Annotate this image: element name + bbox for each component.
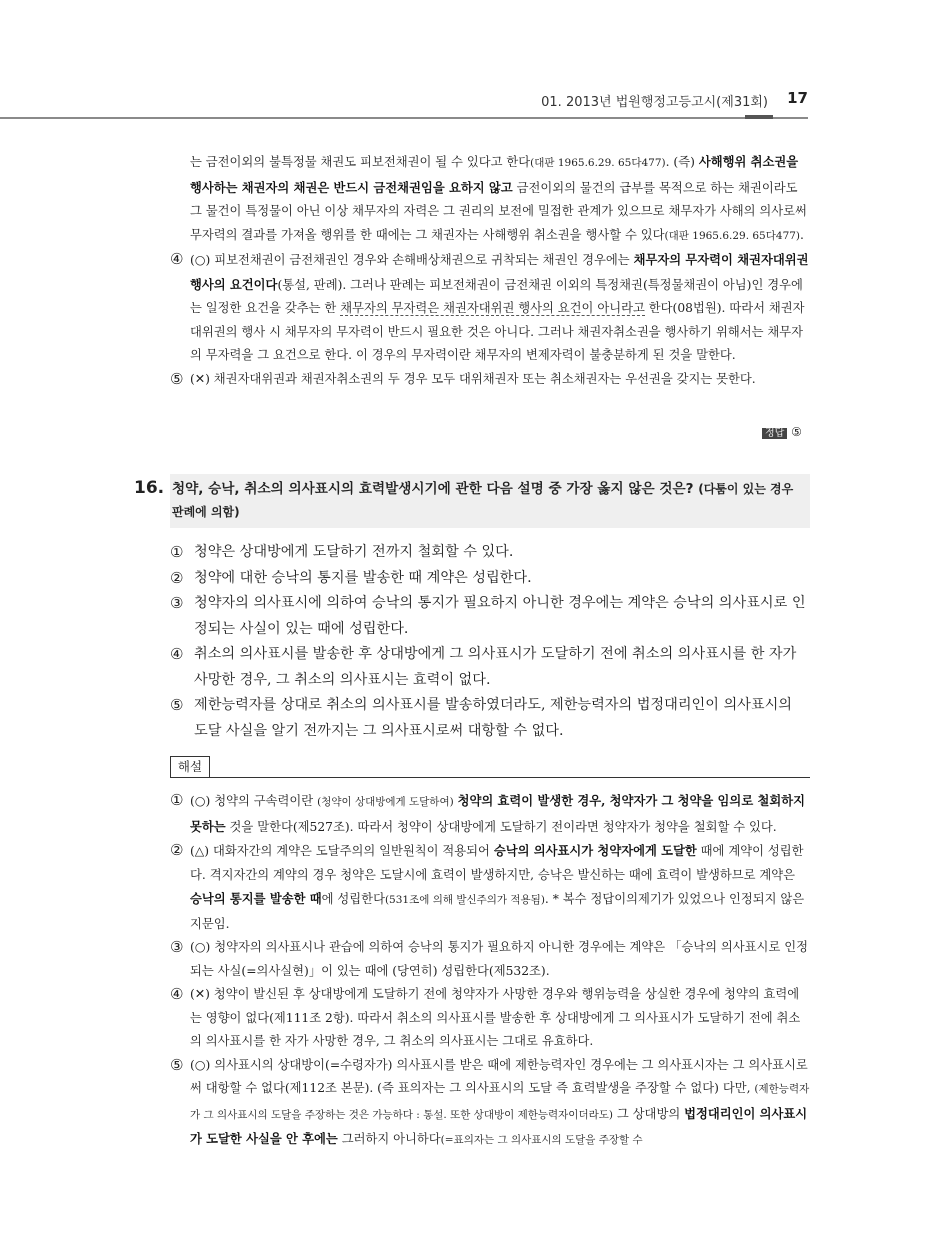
item-marker: ⑤ bbox=[170, 369, 184, 388]
item-marker: ④ bbox=[170, 985, 184, 1003]
citation-text: (청약이 상대방에게 도달하여) bbox=[317, 796, 454, 808]
text-run: (△) 대화자간의 계약은 도달주의의 일반원칙이 적용되어 bbox=[190, 844, 494, 858]
option-text: 청약은 상대방에게 도달하기 전까지 철회할 수 있다. bbox=[194, 544, 514, 560]
text-run: (○) 의사표시의 상대방이(=수령자가) 의사표시를 받은 때에 제한능력자인 경우에는 그 의사표시자는 그 의사표시로써 대항할 수 없다(제112조 본문). (즉 표의자는 그 의사표시의 도달 즉 효력발생을 주장할 수 없다) 다만, bbox=[190, 1057, 808, 1095]
text-run: . * 복수 정답이의제기가 있었으나 인정되지 않은 지문임. bbox=[190, 892, 805, 931]
text-run: 는 금전이외의 불특정물 채권도 피보전채권이 될 수 있다고 한다 bbox=[190, 155, 531, 169]
item-marker: ④ bbox=[170, 250, 184, 268]
item-marker: ③ bbox=[170, 938, 184, 956]
citation-text: (=표의자는 그 의사표시의 도달을 주장할 수 bbox=[440, 1134, 643, 1146]
previous-explanation-items bbox=[170, 248, 810, 391]
answer-option bbox=[170, 591, 810, 642]
question-stem: 청약, 승낙, 취소의 의사표시의 효력발생시기에 관한 다음 설명 중 가장 옳지 않은 것은? bbox=[172, 481, 694, 497]
answer-tag: 정답 bbox=[762, 428, 787, 439]
citation-text: (531조에 의해 발신주의가 적용됨) bbox=[384, 894, 545, 906]
text-run: (통설, 판례). 그러나 판례는 피보전채권이 금전채권 이외의 특정채권(특정물채권이 아님)인 경우에는 일정한 요건을 갖추는 한 bbox=[190, 277, 803, 315]
page-number: 17 bbox=[787, 89, 808, 107]
explanation-item bbox=[170, 936, 810, 983]
explanation-item bbox=[170, 248, 810, 368]
answer-option bbox=[170, 540, 810, 566]
text-run: (○) 피보전채권이 금전채권인 경우와 손해배상채권으로 귀착되는 채권인 경우에는 bbox=[190, 253, 634, 267]
text-run: 에 성립한다 bbox=[321, 892, 385, 906]
bold-text: 청약의 효력이 발생한 경우, 청약자가 그 청약을 임의로 철회하지 못하는 bbox=[190, 793, 805, 834]
explanation-items bbox=[170, 789, 810, 1153]
item-marker: ② bbox=[170, 841, 184, 859]
bold-text: 사해행위 취소권을 행사하는 채권자의 채권은 반드시 금전채권임을 요하지 않고 bbox=[190, 154, 799, 195]
bold-text: 승낙의 의사표시가 청약자에게 도달한 bbox=[493, 843, 697, 858]
question-text bbox=[172, 478, 804, 524]
citation-text: (제한능력자가 그 의사표시의 도달을 주장하는 것은 가능하다 : 통설. 또한 상대방이 제한능력자이더라도) bbox=[190, 1083, 810, 1121]
text-run: 때에 계약이 성립한다. 격지자간의 계약의 경우 청약은 도달시에 효력이 발생하지만, 승낙은 발신하는 때에 효력이 발생하므로 계약은 bbox=[190, 844, 804, 882]
text-run: 그러하지 아니하다 bbox=[337, 1132, 441, 1146]
option-text: 취소의 의사표시를 발송한 후 상대방에게 그 의사표시가 도달하기 전에 취소의 의사표시를 한 자가 사망한 경우, 그 취소의 의사표시는 효력이 없다. bbox=[194, 646, 797, 688]
explanation-rule bbox=[170, 777, 810, 778]
question-options bbox=[170, 540, 810, 744]
text-run: (✕) 청약이 발신된 후 상대방에게 도달하기 전에 청약자가 사망한 경우와 행위능력을 상실한 경우에 청약의 효력에는 영향이 없다(제111조 2항). 따라서 취소의 의사표시를 발송한 후 상대방에게 그 의사표시가 도달하기 전에 취소의 의사표시를 한 자가 사망한 경우, 그 취소의 의사표시는 그대로 유효하다. bbox=[190, 987, 801, 1048]
answer-option bbox=[170, 642, 810, 693]
option-marker: ② bbox=[170, 568, 184, 587]
item-marker: ⑤ bbox=[170, 1055, 184, 1074]
question-number: 16. bbox=[134, 478, 165, 498]
explanation-item bbox=[170, 839, 810, 936]
option-text: 청약자의 의사표시에 의하여 승낙의 통지가 필요하지 아니한 경우에는 계약은 승낙의 의사표시로 인정되는 사실이 있는 때에 성립한다. bbox=[194, 595, 806, 637]
option-marker: ① bbox=[170, 543, 184, 561]
text-run: . (즉) bbox=[665, 155, 699, 169]
underlined-text: 채무자의 무자력은 채권자대위권 행사의 요건이 아니라고 bbox=[340, 301, 645, 315]
header-accent-bar bbox=[745, 115, 773, 119]
option-marker: ④ bbox=[170, 645, 184, 663]
explanation-item bbox=[170, 983, 810, 1054]
answer-option bbox=[170, 566, 810, 592]
answer-value: ⑤ bbox=[791, 425, 802, 439]
citation-text: (대판 1965.6.29. 65다477) bbox=[530, 157, 666, 169]
explanation-label: 해설 bbox=[170, 756, 210, 777]
previous-explanation bbox=[170, 150, 810, 391]
text-run: . bbox=[800, 227, 804, 242]
text-run: (○) 청약자의 의사표시나 관습에 의하여 승낙의 통지가 필요하지 아니한 경우에는 계약은 「승낙의 의사표시로 인정되는 사실(=의사실현)」이 있는 때에 (당연히) 성립한다(제532조). bbox=[190, 940, 808, 978]
text-run: 금전이외의 물건의 급부를 목적으로 하는 채권이라도 그 물건이 특정물이 아닌 이상 채무자의 자력은 그 권리의 보전에 밀접한 관계가 있으므로 채무자가 사해의 의사로써 무자력의 결과를 가져올 행위를 한 때에는 그 채권자는 사해행위 취소권을 행사할 수 있다 bbox=[190, 180, 807, 242]
answer-label bbox=[762, 424, 802, 439]
text-run: 그 상대방의 bbox=[612, 1106, 685, 1121]
continued-paragraph bbox=[170, 150, 810, 248]
text-run: (✕) 채권자대위권과 채권자취소권의 두 경우 모두 대위채권자 또는 취소채권자는 우선권을 갖지는 못한다. bbox=[190, 371, 756, 386]
bold-text: 채무자의 무자력이 채권자대위권 행사의 요건이다 bbox=[190, 252, 809, 292]
header-rule bbox=[0, 117, 808, 119]
explanation-header bbox=[170, 756, 810, 778]
option-text: 청약에 대한 승낙의 통지를 발송한 때 계약은 성립한다. bbox=[194, 569, 532, 586]
citation-text: (대판 1965.6.29. 65다477) bbox=[664, 229, 801, 242]
explanation-item bbox=[170, 1054, 810, 1153]
answer-option bbox=[170, 693, 810, 744]
text-run: (○) 청약의 구속력이란 bbox=[190, 794, 318, 808]
item-marker: ① bbox=[170, 791, 184, 809]
explanation-item bbox=[170, 368, 810, 392]
question-note: (다툼이 있는 경우 판례에 의함) bbox=[172, 482, 794, 519]
option-text: 제한능력자를 상대로 취소의 의사표시를 발송하였더라도, 제한능력자의 법정대리인이 의사표시의 도달 사실을 알기 전까지는 그 의사표시로써 대항할 수 없다. bbox=[194, 697, 792, 739]
page-header bbox=[0, 88, 808, 128]
bold-text: 법정대리인이 의사표시가 도달한 사실을 안 후에는 bbox=[190, 1105, 808, 1146]
option-marker: ⑤ bbox=[170, 696, 184, 714]
running-title: 01. 2013년 법원행정고등고시(제31회) bbox=[541, 95, 768, 110]
option-marker: ③ bbox=[170, 594, 184, 612]
explanation-item bbox=[170, 789, 810, 839]
bold-text: 승낙의 통지를 발송한 때 bbox=[190, 891, 322, 906]
text-run: 것을 말한다(제527조). 따라서 청약이 상대방에게 도달하기 전이라면 청약자가 청약을 철회할 수 있다. bbox=[225, 819, 777, 834]
text-run: 한다(08법원). 따라서 채권자대위권의 행사 시 채무자의 무자력이 반드시 필요한 것은 아니다. 그러나 채권자취소권을 행사하기 위해서는 채무자의 무자력을 그 요건으로 한다. 이 경우의 무자력이란 채무자의 변제자력이 불충분하게 된 것을 말한다. bbox=[190, 301, 805, 362]
